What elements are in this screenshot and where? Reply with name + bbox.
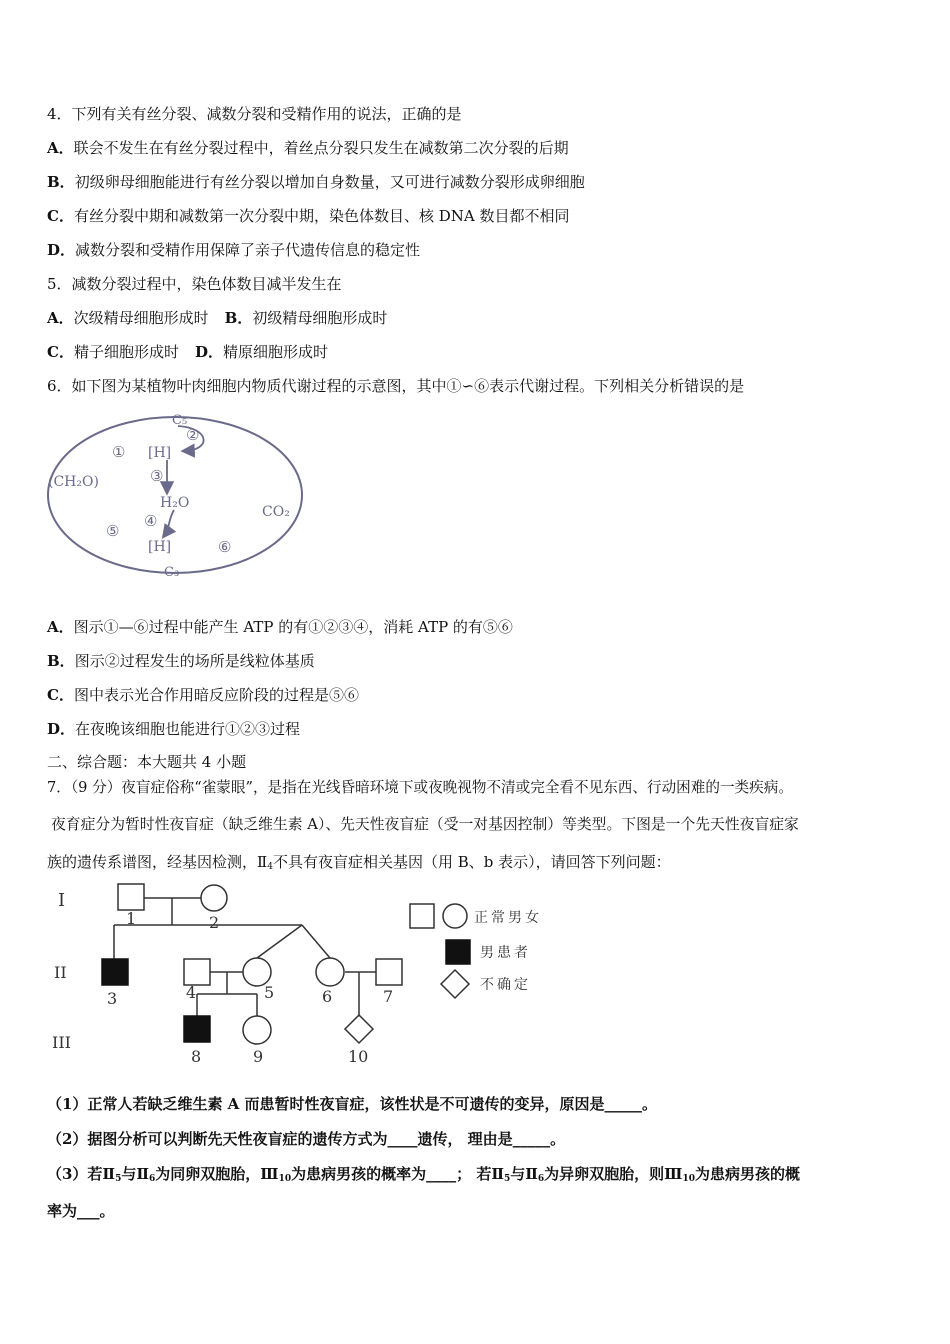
h2o-label: H₂O <box>160 495 190 511</box>
q7-sub3 <box>47 1164 800 1189</box>
generation-label: II <box>54 963 67 982</box>
q6-option-b <box>47 651 315 671</box>
option-letter: D． <box>194 343 223 361</box>
option-letter: B． <box>47 652 75 670</box>
circle-2: ② <box>186 426 200 444</box>
ch2o-label: (CH₂O) <box>48 474 99 490</box>
q6-option-c <box>47 685 359 705</box>
individual-8-affected-male <box>184 1016 210 1042</box>
option-letter: D． <box>47 241 76 259</box>
individual-number: 8 <box>191 1047 202 1066</box>
option-letter: A． <box>47 139 74 157</box>
individual-number: 6 <box>322 987 333 1006</box>
individual-number: 5 <box>264 983 275 1002</box>
option-text: 图中表示光合作用暗反应阶段的过程是⑤⑥ <box>73 686 359 704</box>
individual-number: 9 <box>253 1047 264 1066</box>
individual-number: 10 <box>348 1047 369 1066</box>
descent-line <box>257 925 302 958</box>
legend-affected-symbol <box>446 940 470 964</box>
option-text: 图示②过程发生的场所是线粒体基质 <box>74 652 315 670</box>
option-letter: D． <box>47 720 76 738</box>
circle-6: ⑥ <box>218 538 232 556</box>
individual-2-normal-female <box>201 885 227 911</box>
stem-text: 不具有夜盲症相关基因（用 B、b 表示），请回答下列问题： <box>272 853 671 871</box>
option-text: 图示①—⑥过程中能产生 ATP 的有①②③④，消耗 ATP 的有⑤⑥ <box>73 618 513 636</box>
sub3-text: 为异卵双胞胎，则Ⅲ <box>544 1165 683 1183</box>
individual-number: 3 <box>107 989 118 1008</box>
q4-option-a <box>47 138 569 158</box>
option-letter: A． <box>47 309 74 327</box>
option-letter: B． <box>47 173 75 191</box>
sub3-text: 为患病男孩的概率为____； 若Ⅱ <box>291 1165 504 1183</box>
q7-sub3-line2: 率为___。 <box>47 1202 115 1220</box>
individual-6-normal-female <box>316 958 344 986</box>
subscript: 6 <box>149 1174 156 1184</box>
q5-options-row2 <box>47 342 328 362</box>
q7-stem-line3 <box>47 852 671 877</box>
option-text: 减数分裂和受精作用保障了亲子代遗传信息的稳定性 <box>75 241 421 259</box>
legend-male-symbol <box>410 904 434 928</box>
subscript: 10 <box>278 1174 292 1184</box>
individual-number: 7 <box>383 987 394 1006</box>
legend-normal-label: 正常男女 <box>474 910 542 926</box>
individual-4-normal-male <box>184 959 210 985</box>
co2-label: CO₂ <box>262 504 290 520</box>
q7-sub1: （1）正常人若缺乏维生素 A 而患暂时性夜盲症，该性状是不可遗传的变异，原因是_____。 <box>47 1095 658 1113</box>
individual-number: 2 <box>209 913 220 932</box>
q6-option-a <box>47 617 513 637</box>
individual-7-normal-male <box>376 959 402 985</box>
q7-stem-line1: 7．（9 分）夜盲症俗称“雀蒙眼”，是指在光线昏暗环境下或夜晚视物不清或完全看不见东西、行动困难的一类疾病。 <box>47 779 793 796</box>
stem-text: 族的遗传系谱图，经基因检测，Ⅱ <box>47 853 268 871</box>
individual-1-normal-male <box>118 884 144 910</box>
legend-unknown-label: 不确定 <box>480 977 531 993</box>
section-heading: 二、综合题：本大题共 4 小题 <box>47 753 247 771</box>
individual-5-normal-female <box>243 958 271 986</box>
circle-5: ⑤ <box>106 522 120 540</box>
legend-female-symbol <box>443 904 467 928</box>
option-text: 有丝分裂中期和减数第一次分裂中期，染色体数目、核 DNA 数目都不相同 <box>73 207 570 225</box>
option-text: 在夜晚该细胞也能进行①②③过程 <box>75 720 301 738</box>
q6-option-d <box>47 719 300 739</box>
sub3-text: 为患病男孩的概 <box>694 1165 800 1183</box>
option-text: 精子细胞形成时 <box>73 343 179 361</box>
sub3-text: 与Ⅱ <box>510 1165 538 1183</box>
circle-3: ③ <box>150 467 164 485</box>
individual-3-affected-male <box>102 959 128 985</box>
q7-sub2: （2）据图分析可以判断先天性夜盲症的遗传方式为____遗传， 理由是_____。 <box>47 1130 566 1148</box>
circle-4: ④ <box>144 512 158 530</box>
option-text: 初级卵母细胞能进行有丝分裂以增加自身数量，又可进行减数分裂形成卵细胞 <box>74 173 585 191</box>
option-text: 精原细胞形成时 <box>222 343 328 361</box>
q5-stem: 5．减数分裂过程中，染色体数目减半发生在 <box>47 275 342 293</box>
sub3-text: （3）若Ⅱ <box>47 1165 116 1183</box>
individual-number: 4 <box>186 983 197 1002</box>
subscript: 5 <box>503 1174 511 1184</box>
descent-line <box>302 925 330 958</box>
option-letter: C． <box>47 686 74 704</box>
c3-label: C₃ <box>164 565 180 580</box>
generation-label: III <box>52 1033 71 1052</box>
option-text: 初级精母细胞形成时 <box>252 309 388 327</box>
h-top-label: [H] <box>148 445 172 461</box>
legend-unknown-symbol <box>441 970 469 998</box>
arrow-4 <box>164 510 174 536</box>
subscript: 6 <box>537 1174 545 1184</box>
q4-stem: 4．下列有关有丝分裂、减数分裂和受精作用的说法，正确的是 <box>47 105 462 123</box>
q6-stem: 6．如下图为某植物叶肉细胞内物质代谢过程的示意图，其中①∽⑥表示代谢过程。下列相关分析错误的是 <box>47 377 745 395</box>
sub3-text: 为同卵双胞胎，Ⅲ <box>155 1165 279 1183</box>
circle-1: ① <box>112 443 126 461</box>
subscript: 10 <box>682 1174 695 1184</box>
individual-9-normal-female <box>243 1016 271 1044</box>
option-letter: B． <box>224 309 253 327</box>
q5-options-row1 <box>47 308 387 328</box>
option-text: 联会不发生在有丝分裂过程中，着丝点分裂只发生在减数第二次分裂的后期 <box>73 139 569 157</box>
generation-label: I <box>58 890 66 911</box>
sub3-text: 与Ⅱ <box>121 1165 150 1183</box>
option-letter: C． <box>47 343 74 361</box>
c5-label: C₅ <box>172 413 188 428</box>
q7-stem-line2: 夜育症分为暂时性夜盲症（缺乏维生素 A）、先天性夜盲症（受一对基因控制）等类型。下图是一个先天性夜盲症家 <box>51 816 799 833</box>
subscript: 4 <box>267 862 273 872</box>
q4-option-d <box>47 240 420 260</box>
individual-number: 1 <box>126 909 137 928</box>
q4-option-c <box>47 206 569 226</box>
h-bottom-label: [H] <box>148 539 172 555</box>
legend-affected-label: 男患者 <box>480 945 531 961</box>
option-text: 次级精母细胞形成时 <box>73 309 209 327</box>
metabolism-diagram <box>40 404 310 584</box>
q4-option-b <box>47 172 585 192</box>
option-letter: A． <box>47 618 74 636</box>
individual-10-unknown <box>345 1015 373 1043</box>
subscript: 5 <box>115 1174 122 1184</box>
pedigree-chart <box>46 876 566 1071</box>
option-letter: C． <box>47 207 74 225</box>
